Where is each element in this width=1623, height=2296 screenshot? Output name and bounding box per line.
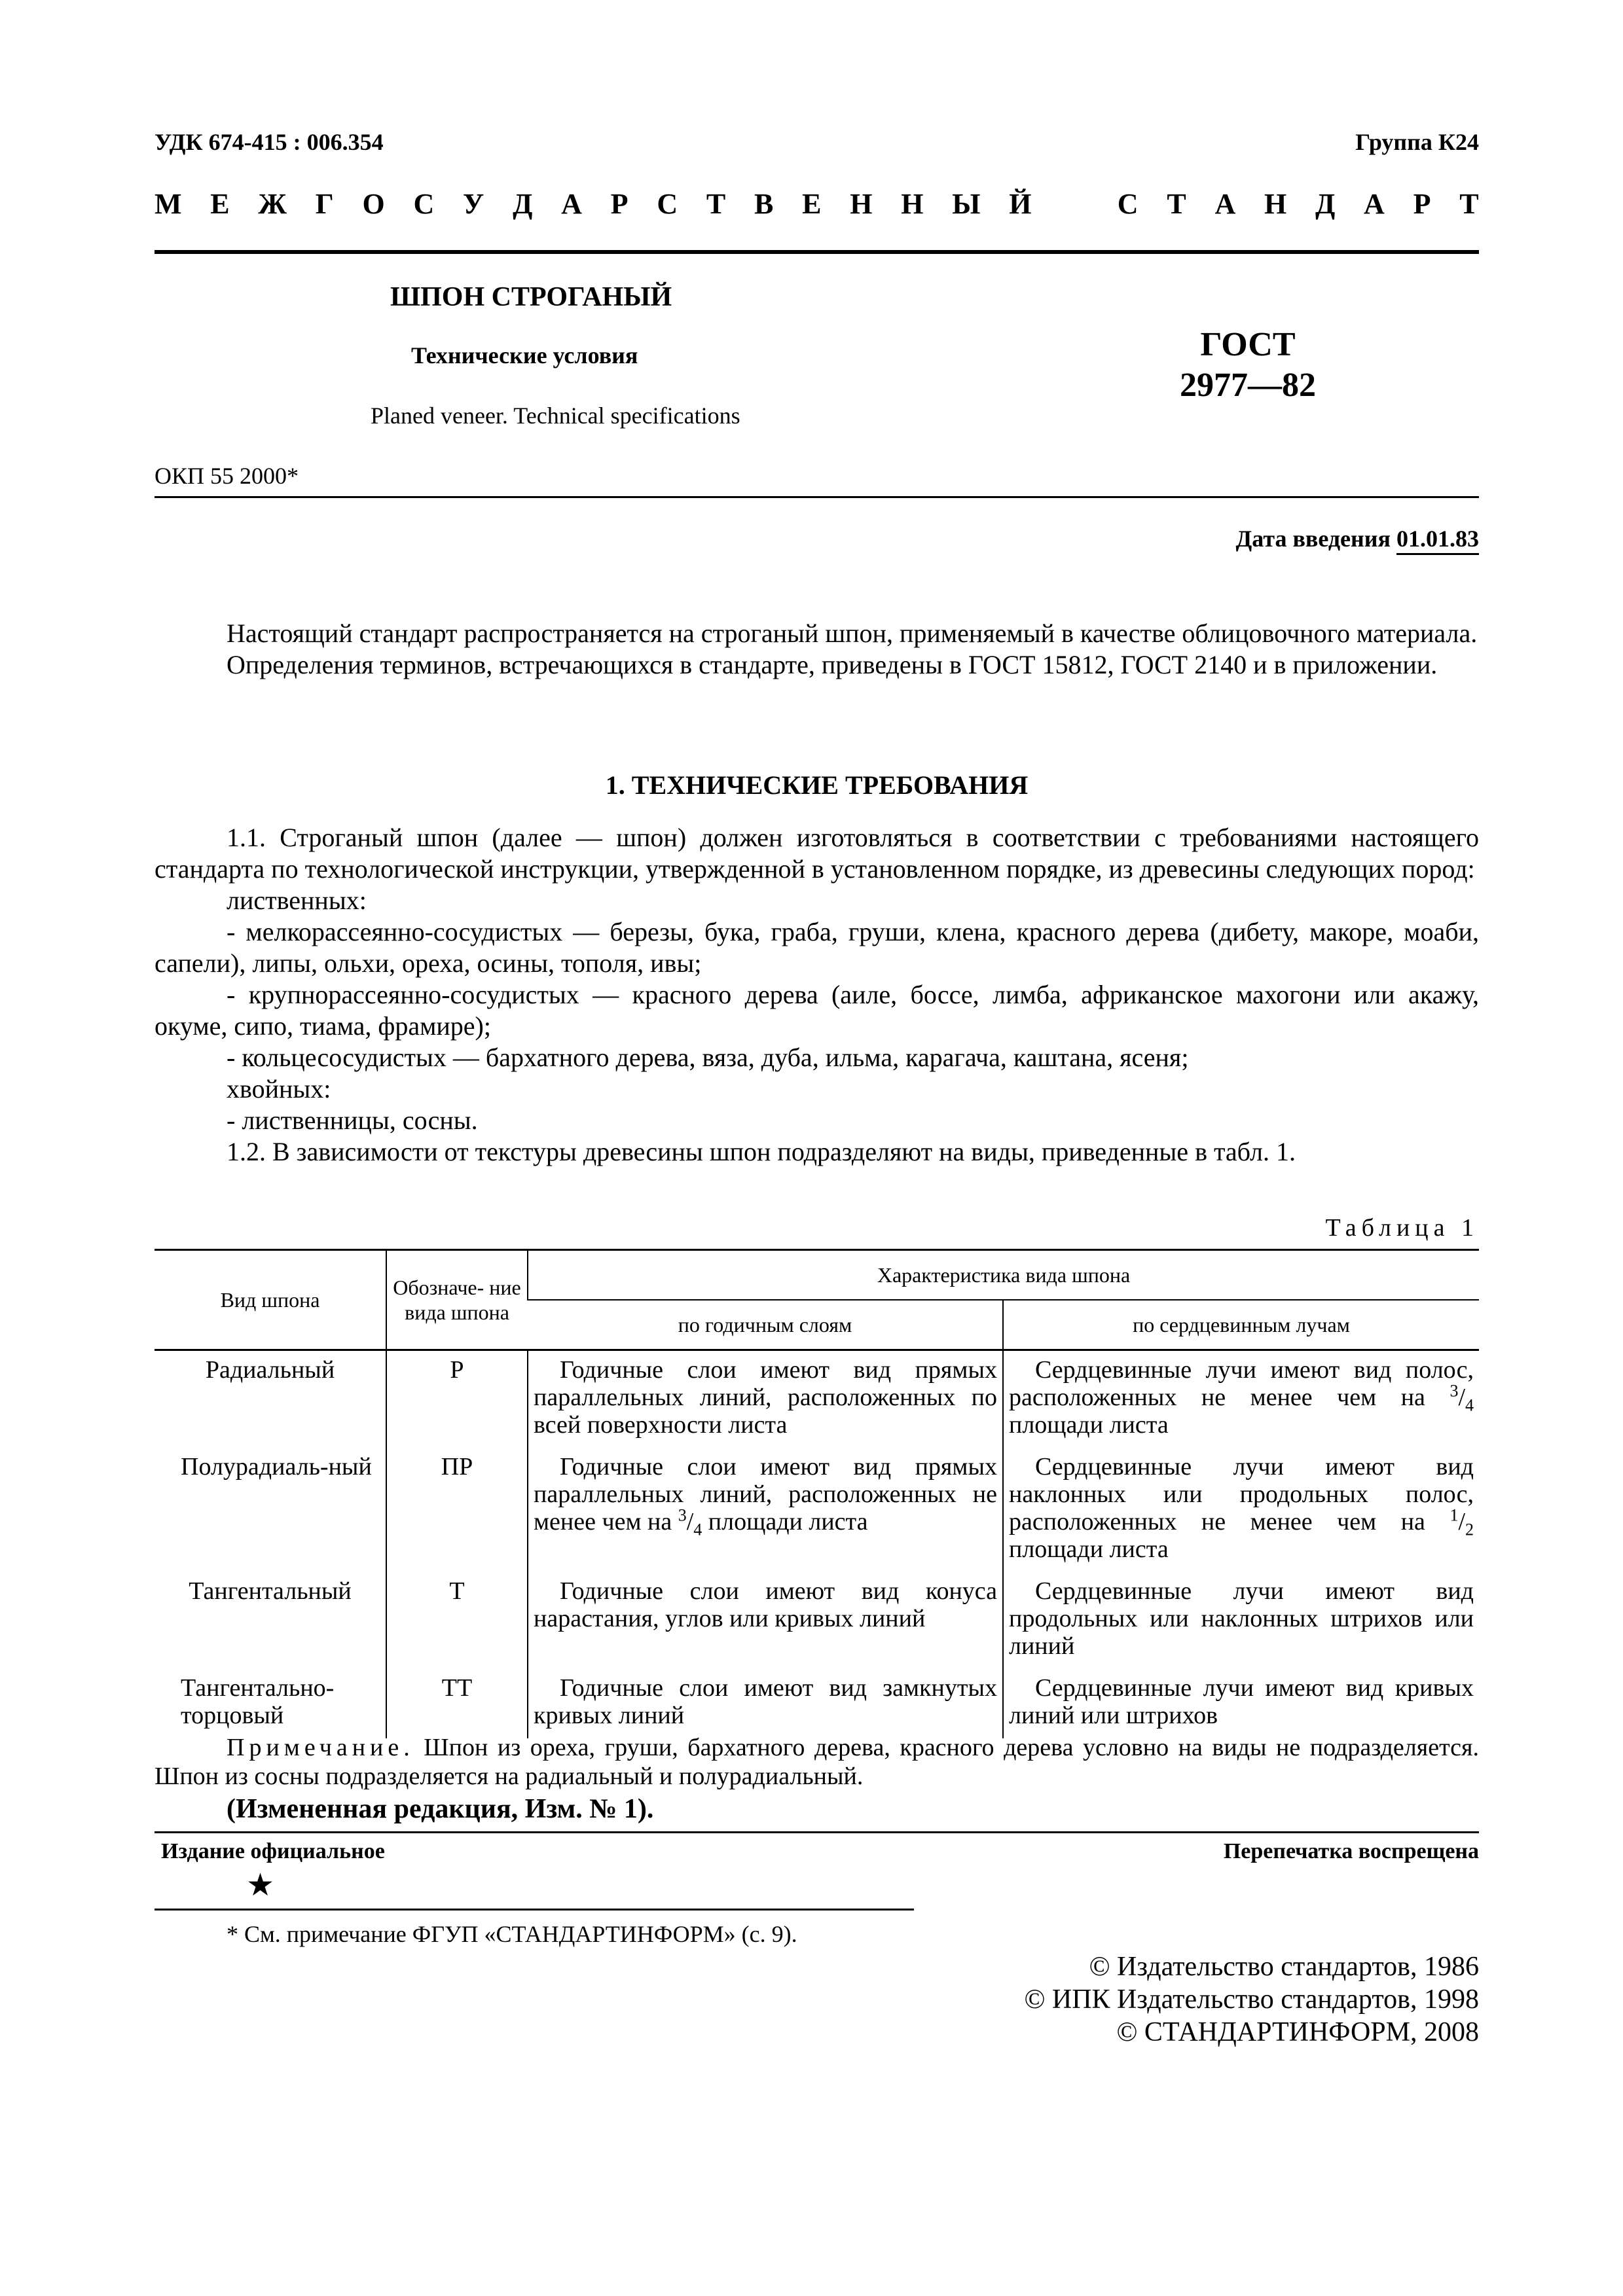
cell-text: площади листа: [702, 1508, 868, 1535]
column-header-rays: по сердцевинным лучам: [1003, 1300, 1479, 1350]
official-edition: Издание официальное: [161, 1839, 385, 1863]
table-row: [155, 1448, 1479, 1572]
banner-letter: М: [155, 188, 182, 220]
copyright-line: © Издательство стандартов, 1986: [1089, 1952, 1479, 1982]
cell-text: площади листа: [1009, 1411, 1169, 1439]
banner-letter: С: [657, 188, 678, 220]
standard-subtitle: Технические условия: [411, 342, 638, 368]
column-header-characteristics: Характеристика вида шпона: [528, 1250, 1479, 1300]
cell-text: Сердцевинные лучи имеют вид наклонных или продольных полос, расположенных не менее чем на: [1009, 1453, 1474, 1535]
effective-date: [1236, 525, 1480, 552]
banner-letter: Г: [315, 188, 334, 220]
cell-text: Годичные слои имеют вид прямых параллельных линий, расположенных не менее чем на: [534, 1453, 997, 1535]
banner-letter: Н: [1264, 188, 1287, 220]
udk-code: УДК 674-415 : 006.354: [155, 129, 384, 155]
column-header-kind: Вид шпона: [155, 1250, 386, 1350]
cell-code: Р: [386, 1350, 528, 1448]
title-rule: [155, 496, 1479, 498]
banner-letter: У: [463, 188, 484, 220]
banner-letter: О: [362, 188, 385, 220]
header-rule: [155, 250, 1479, 254]
copyright-block: [1024, 1950, 1479, 2049]
banner-letter: А: [1214, 188, 1236, 220]
table-row: [155, 1572, 1479, 1669]
cell-text: Сердцевинные лучи имеют вид полос, расположенных не менее чем на: [1009, 1356, 1474, 1411]
banner-letter: Ы: [952, 188, 981, 220]
intro-text: [155, 618, 1479, 681]
table-note: [155, 1733, 1479, 1791]
fraction-denominator: 2: [1465, 1520, 1474, 1539]
column-header-code: Обозначе- ние вида шпона: [386, 1250, 528, 1350]
cell-code: ПР: [386, 1448, 528, 1572]
cell-text: площади листа: [1009, 1535, 1169, 1563]
cell-code: Т: [386, 1572, 528, 1669]
fraction-denominator: 4: [1465, 1395, 1474, 1415]
group-code: Группа К24: [1355, 129, 1479, 155]
clause-1-2: 1.2. В зависимости от текстуры древесины шпон подразделяют на виды, приведенные в табл. 1.: [227, 1137, 1296, 1166]
section-1-text: [155, 822, 1479, 1168]
fraction-numerator: 1: [1450, 1505, 1459, 1525]
interstate-standard-banner: [155, 187, 1479, 221]
banner-letter: Д: [1315, 188, 1336, 220]
cell-rays: Сердцевинные лучи имеют вид кривых линий или штрихов: [1003, 1669, 1479, 1738]
cell-rings: Годичные слои имеют вид конуса нарастания, углов или кривых линий: [528, 1572, 1003, 1669]
reprint-prohibited: Перепечатка воспрещена: [1223, 1839, 1479, 1863]
gost-number: [1097, 325, 1398, 406]
note-text: Шпон из ореха, груши, бархатного дерева, красного дерева условно на виды не подразделяется. Шпон из сосны подразделяется на радиальный и полурадиальный.: [155, 1734, 1479, 1790]
clause-1-1: 1.1. Строганый шпон (далее — шпон) должен изготовляться в соответствии с требованиями настоящего стандарта по технологической инструкции, утвержденной в установленном порядке, из древесины следующих пород:: [155, 823, 1479, 884]
banner-letter: Т: [1167, 188, 1186, 220]
effective-date-value: 01.01.83: [1396, 526, 1479, 555]
footer-rule: [155, 1831, 1479, 1833]
gost-code: 2977—82: [1180, 367, 1316, 404]
intro-paragraph: Настоящий стандарт распространяется на строганый шпон, применяемый в качестве облицовочного материала.: [227, 619, 1478, 648]
banner-letter: Р: [1413, 188, 1431, 220]
banner-letter: В: [754, 188, 774, 220]
wood-group-label: лиственных:: [227, 886, 367, 915]
cell-rings: Годичные слои имеют вид прямых параллельных линий, расположенных не менее чем на $^3/_4$ площади листа: [528, 1448, 1003, 1572]
table-row: [155, 1350, 1479, 1448]
wood-list-item: - лиственницы, сосны.: [227, 1105, 478, 1135]
banner-letter: С: [413, 188, 435, 220]
effective-date-label: Дата введения: [1235, 526, 1391, 552]
cell-kind: Полурадиаль-ный: [181, 1453, 372, 1480]
cell-rings: Годичные слои имеют вид прямых параллельных линий, расположенных по всей поверхности листа: [528, 1350, 1003, 1448]
banner-letter: Н: [850, 188, 873, 220]
fraction-denominator: 4: [693, 1520, 702, 1539]
cell-rays: Сердцевинные лучи имеют вид наклонных или продольных полос, расположенных не менее чем на $^1/_2$ площади листа: [1003, 1448, 1479, 1572]
footnote-rule: [155, 1909, 914, 1910]
english-title: Planed veneer. Technical specifications: [371, 403, 740, 429]
wood-list-item: - мелкорассеянно-сосудистых — березы, бука, граба, груши, клена, красного дерева (дибету, макоре, моаби, сапели), липы, ольхи, ореха, осины, тополя, ивы;: [155, 917, 1479, 978]
banner-letter: Н: [901, 188, 924, 220]
cell-rays: Сердцевинные лучи имеют вид полос, расположенных не менее чем на $^3/_4$ площади листа: [1003, 1350, 1479, 1448]
fraction-numerator: 3: [678, 1505, 687, 1525]
cell-kind: Тангентально-торцовый: [181, 1674, 335, 1729]
banner-letter: Д: [513, 188, 533, 220]
document-page: [155, 0, 1479, 2296]
banner-letter: А: [1364, 188, 1385, 220]
cell-kind: Тангентальный: [189, 1577, 352, 1605]
banner-letter: Й: [1009, 188, 1032, 220]
banner-letter: Ж: [258, 188, 287, 220]
cell-code: ТТ: [386, 1669, 528, 1738]
intro-paragraph: Определения терминов, встречающихся в стандарте, приведены в ГОСТ 15812, ГОСТ 2140 и в приложении.: [227, 650, 1438, 679]
banner-letter: Е: [210, 188, 230, 220]
gost-label: ГОСТ: [1200, 326, 1296, 363]
okp-code: ОКП 55 2000*: [155, 463, 299, 489]
column-header-rings: по годичным слоям: [528, 1300, 1003, 1350]
wood-group-label: хвойных:: [227, 1074, 331, 1103]
cell-rings: Годичные слои имеют вид замкнутых кривых линий: [528, 1669, 1003, 1738]
banner-letter: Т: [1459, 188, 1479, 220]
fraction-numerator: 3: [1450, 1381, 1459, 1401]
banner-letter: С: [1117, 188, 1139, 220]
banner-letter: А: [561, 188, 582, 220]
copyright-line: © СТАНДАРТИНФОРМ, 2008: [1116, 2017, 1479, 2047]
cell-kind: Радиальный: [205, 1356, 335, 1384]
veneer-types-table: [155, 1249, 1479, 1738]
note-label: Примечание.: [227, 1734, 414, 1761]
standard-title: ШПОН СТРОГАНЫЙ: [390, 282, 672, 312]
table-caption: Таблица 1: [1325, 1214, 1479, 1242]
section-heading: 1. ТЕХНИЧЕСКИЕ ТРЕБОВАНИЯ: [605, 770, 1029, 800]
wood-list-item: - кольцесосудистых — бархатного дерева, вяза, дуба, ильма, карагача, каштана, ясеня;: [227, 1043, 1189, 1072]
copyright-line: © ИПК Издательство стандартов, 1998: [1024, 1984, 1479, 2015]
wood-list-item: - крупнорассеянно-сосудистых — красного дерева (аиле, боссе, лимба, африканское махогони или акажу, окуме, сипо, тиама, фрамире);: [155, 980, 1479, 1041]
banner-letter: Е: [802, 188, 822, 220]
amendment-note: (Измененная редакция, Изм. № 1).: [227, 1794, 654, 1824]
star-icon: ★: [246, 1868, 275, 1903]
cell-rays: Сердцевинные лучи имеют вид продольных или наклонных штрихов или линий: [1003, 1572, 1479, 1669]
banner-letter: Р: [610, 188, 629, 220]
table-row: [155, 1669, 1479, 1738]
footnote: * См. примечание ФГУП «СТАНДАРТИНФОРМ» (с. 9).: [227, 1921, 797, 1947]
banner-letter: Т: [706, 188, 726, 220]
